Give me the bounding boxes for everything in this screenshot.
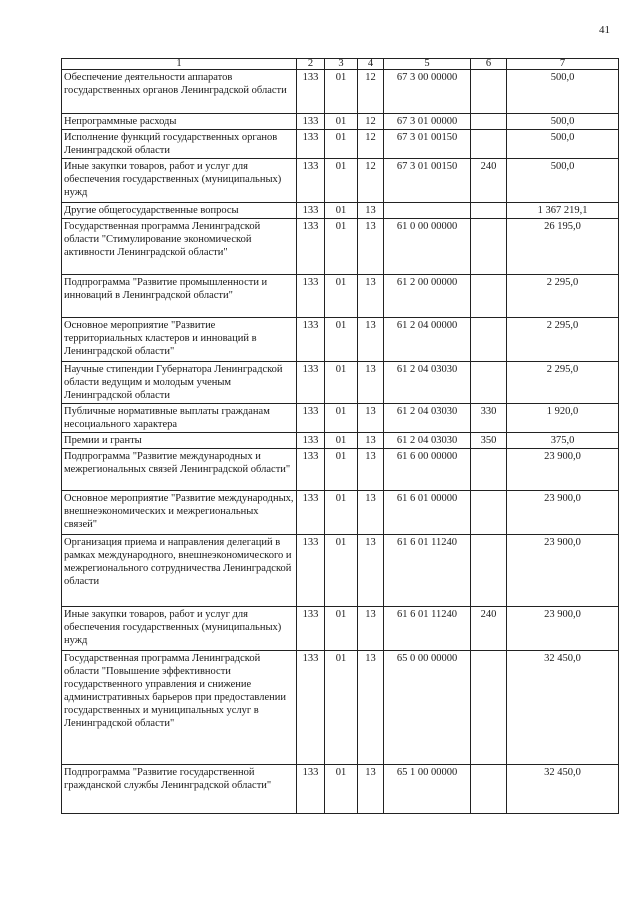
table-body — [62, 70, 619, 814]
row-section-cell: 01 — [325, 404, 358, 433]
row-name-cell: Подпрограмма "Развитие международных и межрегиональных связей Ленинградской области" — [62, 449, 297, 491]
row-subsection-cell: 13 — [358, 203, 384, 219]
column-header: 3 — [325, 59, 358, 70]
table-row — [62, 130, 619, 159]
row-target-article-cell: 61 2 04 03030 — [384, 404, 471, 433]
row-subsection-cell: 12 — [358, 130, 384, 159]
row-section-cell: 01 — [325, 449, 358, 491]
row-target-article-cell: 67 3 01 00150 — [384, 130, 471, 159]
row-amount-cell: 500,0 — [507, 114, 619, 130]
row-name-cell: Основное мероприятие "Развитие международных, внешнеэкономических и межрегиональных связей" — [62, 491, 297, 535]
row-expense-type-cell — [471, 203, 507, 219]
row-subsection-cell: 13 — [358, 219, 384, 275]
row-section-cell: 01 — [325, 607, 358, 651]
row-target-article-cell — [384, 203, 471, 219]
row-expense-type-cell: 240 — [471, 607, 507, 651]
row-expense-type-cell — [471, 114, 507, 130]
row-subsection-cell: 13 — [358, 535, 384, 607]
row-section-cell: 01 — [325, 159, 358, 203]
row-name-cell: Основное мероприятие "Развитие территориальных кластеров и инноваций в Ленинградской области" — [62, 318, 297, 362]
row-expense-type-cell — [471, 318, 507, 362]
table-row — [62, 275, 619, 318]
row-name-cell: Другие общегосударственные вопросы — [62, 203, 297, 219]
row-amount-cell: 23 900,0 — [507, 607, 619, 651]
table-row — [62, 362, 619, 404]
row-target-article-cell: 61 6 01 11240 — [384, 607, 471, 651]
row-amount-cell: 500,0 — [507, 70, 619, 114]
row-expense-type-cell — [471, 651, 507, 765]
row-target-article-cell: 61 2 00 00000 — [384, 275, 471, 318]
row-code-cell: 133 — [297, 362, 325, 404]
page-number: 41 — [599, 24, 610, 36]
row-expense-type-cell — [471, 535, 507, 607]
row-name-cell: Обеспечение деятельности аппаратов государственных органов Ленинградской области — [62, 70, 297, 114]
row-target-article-cell: 67 3 01 00150 — [384, 159, 471, 203]
row-subsection-cell: 13 — [358, 449, 384, 491]
row-target-article-cell: 67 3 01 00000 — [384, 114, 471, 130]
row-name-cell: Публичные нормативные выплаты гражданам несоциального характера — [62, 404, 297, 433]
table-row — [62, 159, 619, 203]
column-header: 7 — [507, 59, 619, 70]
row-code-cell: 133 — [297, 203, 325, 219]
row-code-cell: 133 — [297, 275, 325, 318]
row-subsection-cell: 13 — [358, 491, 384, 535]
row-subsection-cell: 13 — [358, 433, 384, 449]
row-amount-cell: 1 920,0 — [507, 404, 619, 433]
row-target-article-cell: 61 0 00 00000 — [384, 219, 471, 275]
table-row — [62, 765, 619, 814]
row-subsection-cell: 12 — [358, 159, 384, 203]
column-header: 5 — [384, 59, 471, 70]
row-expense-type-cell — [471, 275, 507, 318]
row-expense-type-cell: 330 — [471, 404, 507, 433]
row-section-cell: 01 — [325, 203, 358, 219]
row-expense-type-cell — [471, 491, 507, 535]
row-code-cell: 133 — [297, 765, 325, 814]
row-name-cell: Непрограммные расходы — [62, 114, 297, 130]
row-name-cell: Организация приема и направления делегаций в рамках международного, внешнеэкономического и межрегионального сотрудничества Ленинградской области — [62, 535, 297, 607]
table-row — [62, 404, 619, 433]
column-header: 1 — [62, 59, 297, 70]
row-code-cell: 133 — [297, 651, 325, 765]
row-code-cell: 133 — [297, 491, 325, 535]
row-subsection-cell: 13 — [358, 607, 384, 651]
table-row — [62, 433, 619, 449]
row-amount-cell: 32 450,0 — [507, 651, 619, 765]
row-subsection-cell: 13 — [358, 404, 384, 433]
row-amount-cell: 2 295,0 — [507, 318, 619, 362]
row-name-cell: Подпрограмма "Развитие промышленности и инноваций в Ленинградской области" — [62, 275, 297, 318]
row-expense-type-cell — [471, 765, 507, 814]
row-subsection-cell: 13 — [358, 318, 384, 362]
table-row — [62, 219, 619, 275]
row-name-cell: Исполнение функций государственных органов Ленинградской области — [62, 130, 297, 159]
row-amount-cell: 2 295,0 — [507, 275, 619, 318]
row-name-cell: Премии и гранты — [62, 433, 297, 449]
row-section-cell: 01 — [325, 318, 358, 362]
row-name-cell: Иные закупки товаров, работ и услуг для обеспечения государственных (муниципальных) нужд — [62, 159, 297, 203]
row-amount-cell: 375,0 — [507, 433, 619, 449]
row-target-article-cell: 61 6 01 11240 — [384, 535, 471, 607]
row-amount-cell: 500,0 — [507, 130, 619, 159]
row-amount-cell: 32 450,0 — [507, 765, 619, 814]
row-code-cell: 133 — [297, 535, 325, 607]
row-name-cell: Государственная программа Ленинградской области "Повышение эффективности государственного управления и снижение административных барьеров при предоставлении государственных и муниципальных услуг в Ленинградской области" — [62, 651, 297, 765]
row-code-cell: 133 — [297, 130, 325, 159]
row-name-cell: Научные стипендии Губернатора Ленинградской области ведущим и молодым ученым Ленинградской области — [62, 362, 297, 404]
table-header-row — [62, 59, 619, 70]
row-code-cell: 133 — [297, 318, 325, 362]
row-expense-type-cell — [471, 219, 507, 275]
row-section-cell: 01 — [325, 362, 358, 404]
row-code-cell: 133 — [297, 404, 325, 433]
row-section-cell: 01 — [325, 651, 358, 765]
row-subsection-cell: 13 — [358, 275, 384, 318]
column-header: 4 — [358, 59, 384, 70]
row-code-cell: 133 — [297, 159, 325, 203]
row-name-cell: Подпрограмма "Развитие государственной гражданской службы Ленинградской области" — [62, 765, 297, 814]
row-amount-cell: 1 367 219,1 — [507, 203, 619, 219]
row-amount-cell: 23 900,0 — [507, 491, 619, 535]
row-code-cell: 133 — [297, 70, 325, 114]
row-expense-type-cell — [471, 130, 507, 159]
row-target-article-cell: 61 2 04 00000 — [384, 318, 471, 362]
table-row — [62, 607, 619, 651]
row-target-article-cell: 61 2 04 03030 — [384, 433, 471, 449]
table-row — [62, 318, 619, 362]
row-name-cell: Государственная программа Ленинградской области "Стимулирование экономической активности Ленинградской области" — [62, 219, 297, 275]
row-section-cell: 01 — [325, 491, 358, 535]
table-row — [62, 491, 619, 535]
row-section-cell: 01 — [325, 433, 358, 449]
row-section-cell: 01 — [325, 70, 358, 114]
row-code-cell: 133 — [297, 219, 325, 275]
budget-table — [61, 58, 619, 814]
row-amount-cell: 2 295,0 — [507, 362, 619, 404]
row-section-cell: 01 — [325, 219, 358, 275]
row-expense-type-cell — [471, 362, 507, 404]
row-section-cell: 01 — [325, 275, 358, 318]
row-code-cell: 133 — [297, 433, 325, 449]
row-code-cell: 133 — [297, 114, 325, 130]
row-amount-cell: 23 900,0 — [507, 449, 619, 491]
table-row — [62, 449, 619, 491]
table-row — [62, 70, 619, 114]
row-section-cell: 01 — [325, 765, 358, 814]
row-code-cell: 133 — [297, 449, 325, 491]
row-expense-type-cell — [471, 70, 507, 114]
row-name-cell: Иные закупки товаров, работ и услуг для обеспечения государственных (муниципальных) нужд — [62, 607, 297, 651]
row-subsection-cell: 13 — [358, 651, 384, 765]
row-subsection-cell: 12 — [358, 114, 384, 130]
row-target-article-cell: 67 3 00 00000 — [384, 70, 471, 114]
row-expense-type-cell — [471, 449, 507, 491]
row-code-cell: 133 — [297, 607, 325, 651]
row-target-article-cell: 61 2 04 03030 — [384, 362, 471, 404]
row-subsection-cell: 13 — [358, 362, 384, 404]
column-header: 2 — [297, 59, 325, 70]
column-header: 6 — [471, 59, 507, 70]
table-row — [62, 203, 619, 219]
row-section-cell: 01 — [325, 130, 358, 159]
row-section-cell: 01 — [325, 535, 358, 607]
row-expense-type-cell: 350 — [471, 433, 507, 449]
table-row — [62, 535, 619, 607]
row-subsection-cell: 12 — [358, 70, 384, 114]
table-row — [62, 651, 619, 765]
row-amount-cell: 23 900,0 — [507, 535, 619, 607]
table-row — [62, 114, 619, 130]
row-expense-type-cell: 240 — [471, 159, 507, 203]
row-subsection-cell: 13 — [358, 765, 384, 814]
row-target-article-cell: 61 6 00 00000 — [384, 449, 471, 491]
row-section-cell: 01 — [325, 114, 358, 130]
row-amount-cell: 26 195,0 — [507, 219, 619, 275]
row-target-article-cell: 65 0 00 00000 — [384, 651, 471, 765]
row-target-article-cell: 65 1 00 00000 — [384, 765, 471, 814]
row-target-article-cell: 61 6 01 00000 — [384, 491, 471, 535]
row-amount-cell: 500,0 — [507, 159, 619, 203]
